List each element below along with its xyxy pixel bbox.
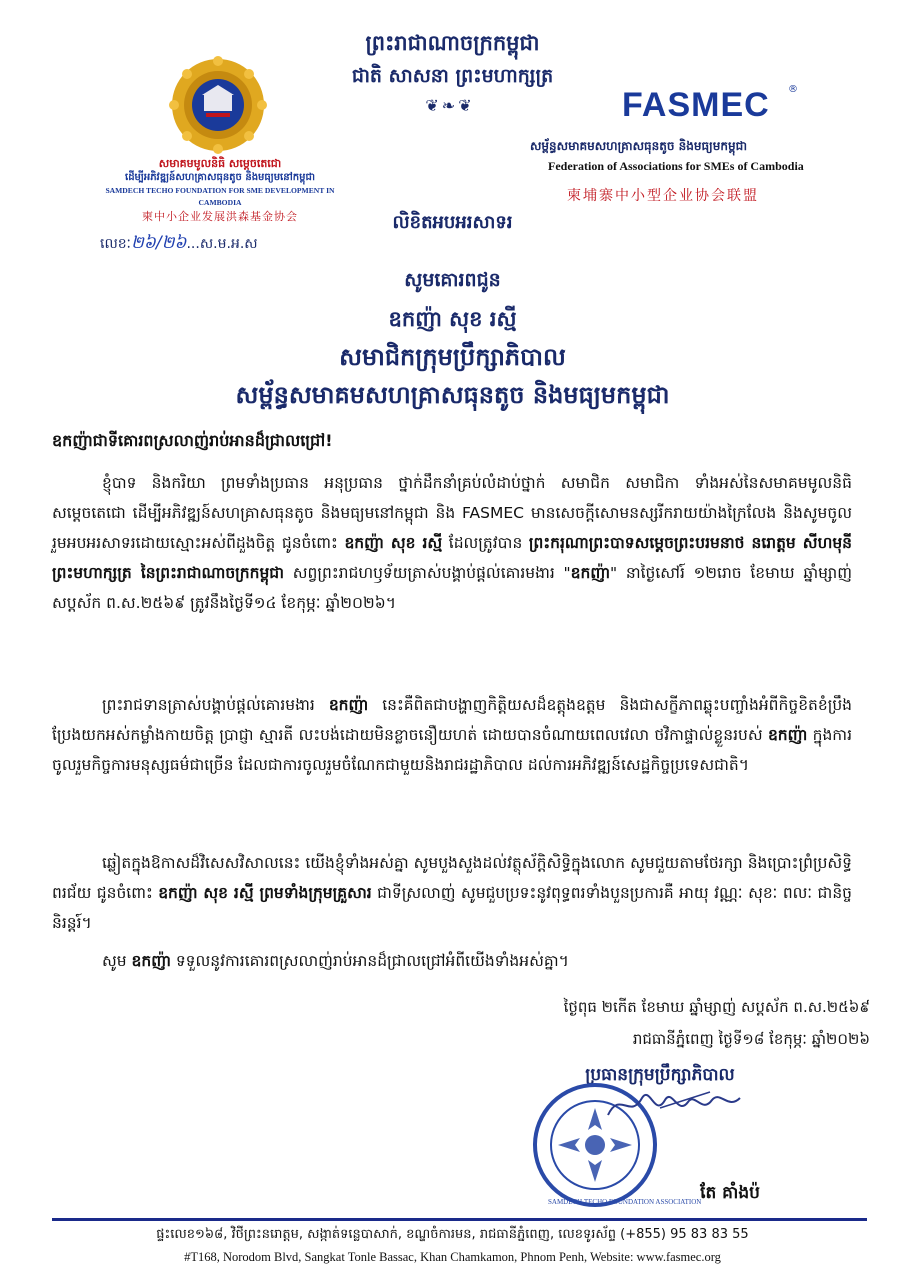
letter-type: លិខិតអបអរសាទរ — [392, 212, 513, 233]
recipient-org: សម្ព័ន្ធសមាគមសហគ្រាសធុនតូច និងមធ្យមកម្ពុជា — [235, 380, 670, 409]
respect-to: សូមគោរពជូន — [404, 269, 501, 291]
recipient-name: ឧកញ៉ា សុខ រស្មី — [388, 306, 517, 331]
right-org-name-kh: សម្ព័ន្ធសមាគមសហគ្រាសធុនតូច និងមធ្យមកម្ពុជា — [530, 139, 747, 153]
reference-number: លេខៈ២៦/២៦...ស.ម.អ.ស — [100, 233, 258, 253]
footer-address-kh: ផ្ទះលេខ១៦៨, វិថីព្រះនរោត្តម, សង្កាត់ទន្លេបាសាក់, ខណ្ឌចំការមន, រាជធានីភ្នំពេញ, លេខទូរស័ព្ទ (+855) 95 83 83 55 — [156, 1227, 749, 1242]
signer-title: ប្រធានក្រុមប្រឹក្សាភិបាល — [585, 1065, 735, 1085]
paragraph-2: ព្រះរាជទានត្រាស់បង្គាប់ផ្តល់គោរមងារ ឧកញ៉ា នេះគឺពិតជាបង្ហាញកិត្តិយសដ៏ឧត្តុងឧត្តម និងជាសក្ខីភាពឆ្លុះបញ្ចាំងអំពីកិច្ចខិតខំប្រឹងប្រែងយកអស់កម្លាំងកាយចិត្ត ប្រាជ្ញា ស្មារតី លះបង់ដោយមិនខ្លាចនឿយហត់ ដោយបានចំណាយពេលវេលា ថវិកាផ្ទាល់ខ្លួនរបស់ ឧកញ៉ា ក្នុងការចូលរួមកិច្ចការមនុស្សធម៌ជាច្រើន ដែលជាការចូលរួមចំណែកជាមួយនិងរាជរដ្ឋាភិបាល ដល់ការអភិវឌ្ឍន៍សេដ្ឋកិច្ចប្រទេសជាតិ។ — [52, 696, 853, 774]
kingdom-title: ព្រះរាជាណាចក្រកម្ពុជា — [365, 30, 540, 55]
national-motto: ជាតិ សាសនា ព្រះមហាក្សត្រ — [351, 65, 554, 87]
paragraph-3: ឆ្លៀតក្នុងឱកាសដ៏វិសេសវិសាលនេះ យើងខ្ញុំទាំងអស់គ្នា សូមបួងសួងដល់វត្ថុស័ក្តិសិទ្ធិក្នុងលោក សូមជួយតាមថែរក្សា និងប្រោះព្រំប្រសិទ្ធិពរជ័យ ជូនចំពោះ ឧកញ៉ា សុខ រស្មី ព្រមទាំងក្រុមគ្រួសារ ជាទីស្រលាញ់ សូមជួបប្រទះនូវពុទ្ធពរទាំងបួនប្រការគឺ អាយុ វណ្ណៈ សុខៈ ពលៈ ជានិច្ចនិរន្តរ៍។ — [52, 854, 852, 932]
paragraph-4: សូម ឧកញ៉ា ទទួលនូវការគោរពស្រលាញ់រាប់អានដ៏ជ្រាលជ្រៅអំពីយើងទាំងអស់គ្នា។ — [102, 952, 569, 970]
fasmec-logo: FASMEC — [622, 86, 770, 124]
seal-text: SAMDECH TECHO FOUNDATION ASSOCIATION — [548, 1198, 702, 1206]
signer-name: តែ គាំងប៉ — [700, 1183, 760, 1203]
right-org-name-en: Federation of Associations for SMEs of Cambodia — [548, 159, 804, 173]
ornament-divider: ❦❧❦ — [425, 96, 475, 115]
fasmec-registered-icon: ® — [788, 84, 798, 95]
paragraph-1: ខ្ញុំបាទ និងករិយា ព្រមទាំងប្រធាន អនុប្រធាន ថ្នាក់ដឹកនាំគ្រប់លំដាប់ថ្នាក់ សមាជិក សមាជិកា ទាំងអស់នៃសមាគមមូលនិធិសម្ដេចតេជោ ដើម្បីអភិវឌ្ឍន៍សហគ្រាសធុនតូច និងមធ្យមនៅកម្ពុជា និង FASMEC មានសេចក្តីសោមនស្សរីករាយយ៉ាងក្រៃលែង និងសូមចូលរួមអបអរសាទរដោយស្មោះអស់ពីដួងចិត្ត ជូនចំពោះ ឧកញ៉ា សុខ រស្មី ដែលត្រូវបាន ព្រះករុណាព្រះបាទសម្តេចព្រះបរមនាថ នរោត្តម សីហមុនី ព្រះមហាក្សត្រ នៃព្រះរាជាណាចក្រកម្ពុជា សព្វព្រះរាជហឫទ័យត្រាស់បង្គាប់ផ្ដល់គោរមងារ "ឧកញ៉ា" នាថ្ងៃសៅរ៍ ១២រោច ខែមាឃ ឆ្នាំម្សាញ់ សប្តស័ក ព.ស.២៥៦៩ ត្រូវនឹងថ្ងៃទី១៤ ខែកុម្ភៈ ឆ្នាំ២០២៦។ — [52, 474, 852, 612]
reference-number-handwritten: ២៦/២៦ — [130, 233, 187, 253]
footer-address-en: #T168, Norodom Blvd, Sangkat Tonle Bassac, Khan Chamkamon, Phnom Penh, Website: www.fasmec.org — [184, 1250, 721, 1264]
left-org-name-kh: សមាគមមូលនិធិ សម្ដេចតេជោ — [158, 157, 282, 170]
handwritten-signature — [600, 1080, 750, 1130]
left-org-name-cn: 柬中小企业发展洪森基金协会 — [142, 210, 298, 223]
left-org-name-en: SAMDECH TECHO FOUNDATION FOR SME DEVELOPMENT IN CAMBODIA — [105, 186, 335, 207]
date-solar: រាជធានីភ្នំពេញ ថ្ងៃទី១៨ ខែកុម្ភៈ ឆ្នាំ២០២៦ — [632, 1030, 870, 1048]
date-lunar: ថ្ងៃពុធ ២កើត ខែមាឃ ឆ្នាំម្សាញ់ សប្តស័ក ព.ស.២៥៦៩ — [563, 998, 870, 1016]
footer-divider — [52, 1218, 867, 1221]
right-org-name-cn: 柬埔寨中小型企业协会联盟 — [567, 188, 759, 204]
salutation: ឧកញ៉ាជាទីគោរពស្រលាញ់រាប់អានដ៏ជ្រាលជ្រៅ! — [52, 431, 333, 450]
left-org-subname-kh: ដើម្បីអភិវឌ្ឍន៍សហគ្រាសធុនតូច និងមធ្យមនៅកម្ពុជា — [125, 172, 315, 183]
recipient-title: សមាជិកក្រុមប្រឹក្សាភិបាល — [339, 342, 566, 371]
left-org-emblem — [168, 55, 268, 155]
